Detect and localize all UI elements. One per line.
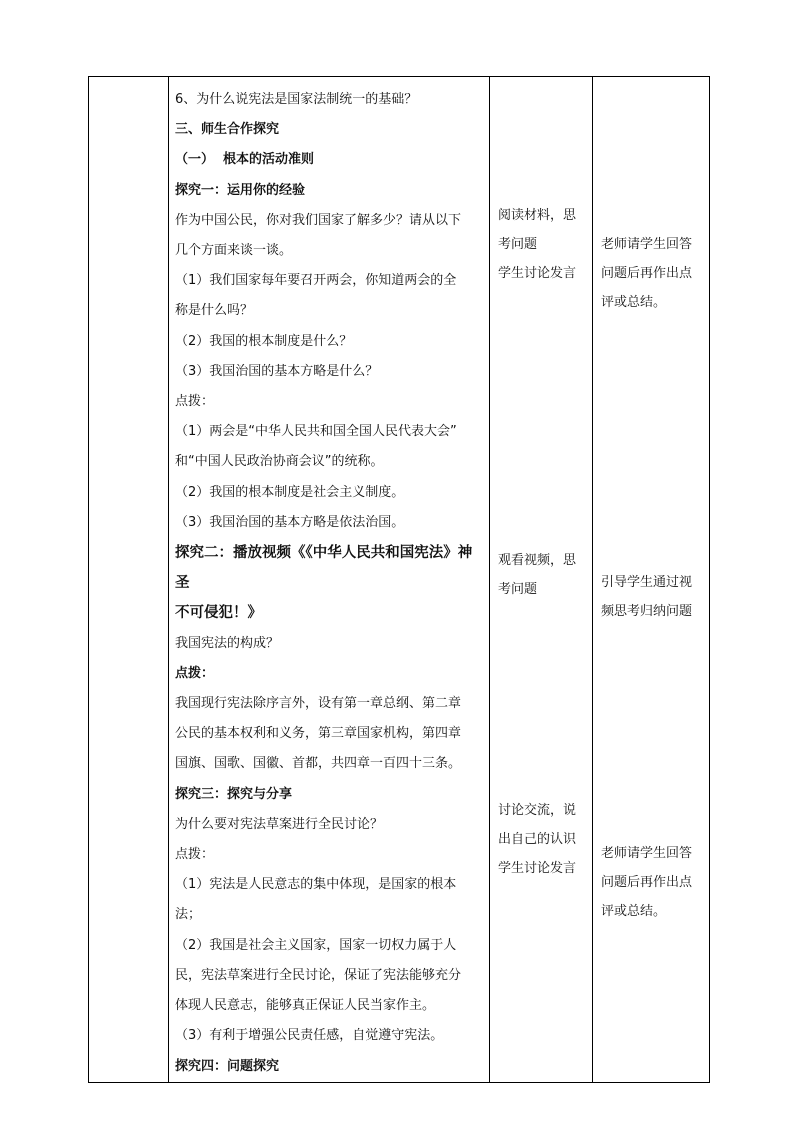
teacher-activity-3 xyxy=(593,839,696,926)
content-line: （2）我国的根本制度是社会主义制度。 xyxy=(175,484,405,500)
activity-line: 学生讨论发言 xyxy=(498,266,577,281)
content-line: 体现人民意志，能够真正保证人民当家作主。 xyxy=(175,998,436,1014)
content-line: （3）我国治国的基本方略是依法治国。 xyxy=(175,514,405,530)
content-line: 我国宪法的构成？ xyxy=(175,635,280,651)
student-activity-3 xyxy=(490,796,580,883)
teaching-content xyxy=(169,77,489,1082)
content-line: 民，宪法草案进行全民讨论，保证了宪法能够充分 xyxy=(175,967,462,983)
teacher-activity-cell xyxy=(593,77,710,1083)
section-heading: 探究一：运用你的经验 xyxy=(175,182,306,198)
section-heading: 探究二：播放视频《《中华人民共和国宪法》神圣 xyxy=(175,545,473,592)
activity-line: 老师请学生回答 xyxy=(601,846,693,861)
section-heading: 不可侵犯！》 xyxy=(175,605,262,622)
content-line: 法； xyxy=(175,907,202,923)
student-activity-2 xyxy=(490,546,580,604)
activity-line: 考问题 xyxy=(498,237,538,252)
content-line: 称是什么吗？ xyxy=(175,303,254,319)
content-line: （1）宪法是人民意志的集中体现，是国家的根本 xyxy=(175,877,457,893)
activity-line: 评或总结。 xyxy=(601,904,667,919)
teaching-content-cell xyxy=(169,77,490,1083)
activity-line: 问题后再作出点 xyxy=(601,875,693,890)
content-line: （3）有利于增强公民责任感，自觉遵守宪法。 xyxy=(175,1028,444,1044)
content-line: 我国现行宪法除序言外，设有第一章总纲、第二章 xyxy=(175,696,462,712)
section-heading: 探究四：问题探究 xyxy=(175,1058,280,1074)
activity-line: 考问题 xyxy=(498,582,538,597)
content-line: 公民的基本权利和义务，第三章国家机构，第四章 xyxy=(175,726,462,742)
section-heading: 探究三：探究与分享 xyxy=(175,786,293,802)
section-heading: 点拨： xyxy=(175,665,215,681)
content-line: （2）我国是社会主义国家，国家一切权力属于人 xyxy=(175,937,457,953)
content-line: 国旗、国歌、国徽、首都，共四章一百四十三条。 xyxy=(175,756,462,772)
activity-line: 评或总结。 xyxy=(601,295,667,310)
content-line: 点拨： xyxy=(175,394,215,410)
section-heading: 三、师生合作探究 xyxy=(175,122,280,138)
content-line: （2）我国的根本制度是什么？ xyxy=(175,333,353,349)
content-line: 6、为什么说宪法是国家法制统一的基础？ xyxy=(175,92,418,107)
content-line: （1）我们国家每年要召开两会，你知道两会的全 xyxy=(175,273,457,289)
teacher-activity-2 xyxy=(593,568,696,626)
content-line: 为什么要对宪法草案进行全民讨论？ xyxy=(175,816,384,832)
content-line: 和“中国人民政治协商会议”的统称。 xyxy=(175,454,384,470)
content-line: 作为中国公民，你对我们国家了解多少？请从以下 xyxy=(175,212,462,228)
student-activity-cell xyxy=(490,77,593,1083)
teacher-activity-1 xyxy=(593,230,696,317)
content-line: （1）两会是“中华人民共和国全国人民代表大会” xyxy=(175,424,457,440)
activity-line: 引导学生通过视 xyxy=(601,575,693,590)
content-line: （3）我国治国的基本方略是什么？ xyxy=(175,363,379,379)
student-activity-1 xyxy=(490,201,580,288)
activity-line: 观看视频，思 xyxy=(498,553,577,568)
activity-line: 频思考归纳问题 xyxy=(601,604,693,619)
activity-line: 讨论交流，说 xyxy=(498,803,577,818)
activity-line: 老师请学生回答 xyxy=(601,237,693,252)
activity-line: 问题后再作出点 xyxy=(601,266,693,281)
table-row xyxy=(89,77,710,1083)
section-heading: （一） 根本的活动准则 xyxy=(175,152,315,168)
content-line: 点拨： xyxy=(175,847,215,863)
activity-line: 出自己的认识 xyxy=(498,832,577,847)
content-line: 几个方面来谈一谈。 xyxy=(175,243,293,259)
activity-line: 学生讨论发言 xyxy=(498,861,577,876)
lesson-plan-table xyxy=(88,76,710,1083)
activity-line: 阅读材料，思 xyxy=(498,208,577,223)
empty-first-column xyxy=(89,77,169,1083)
